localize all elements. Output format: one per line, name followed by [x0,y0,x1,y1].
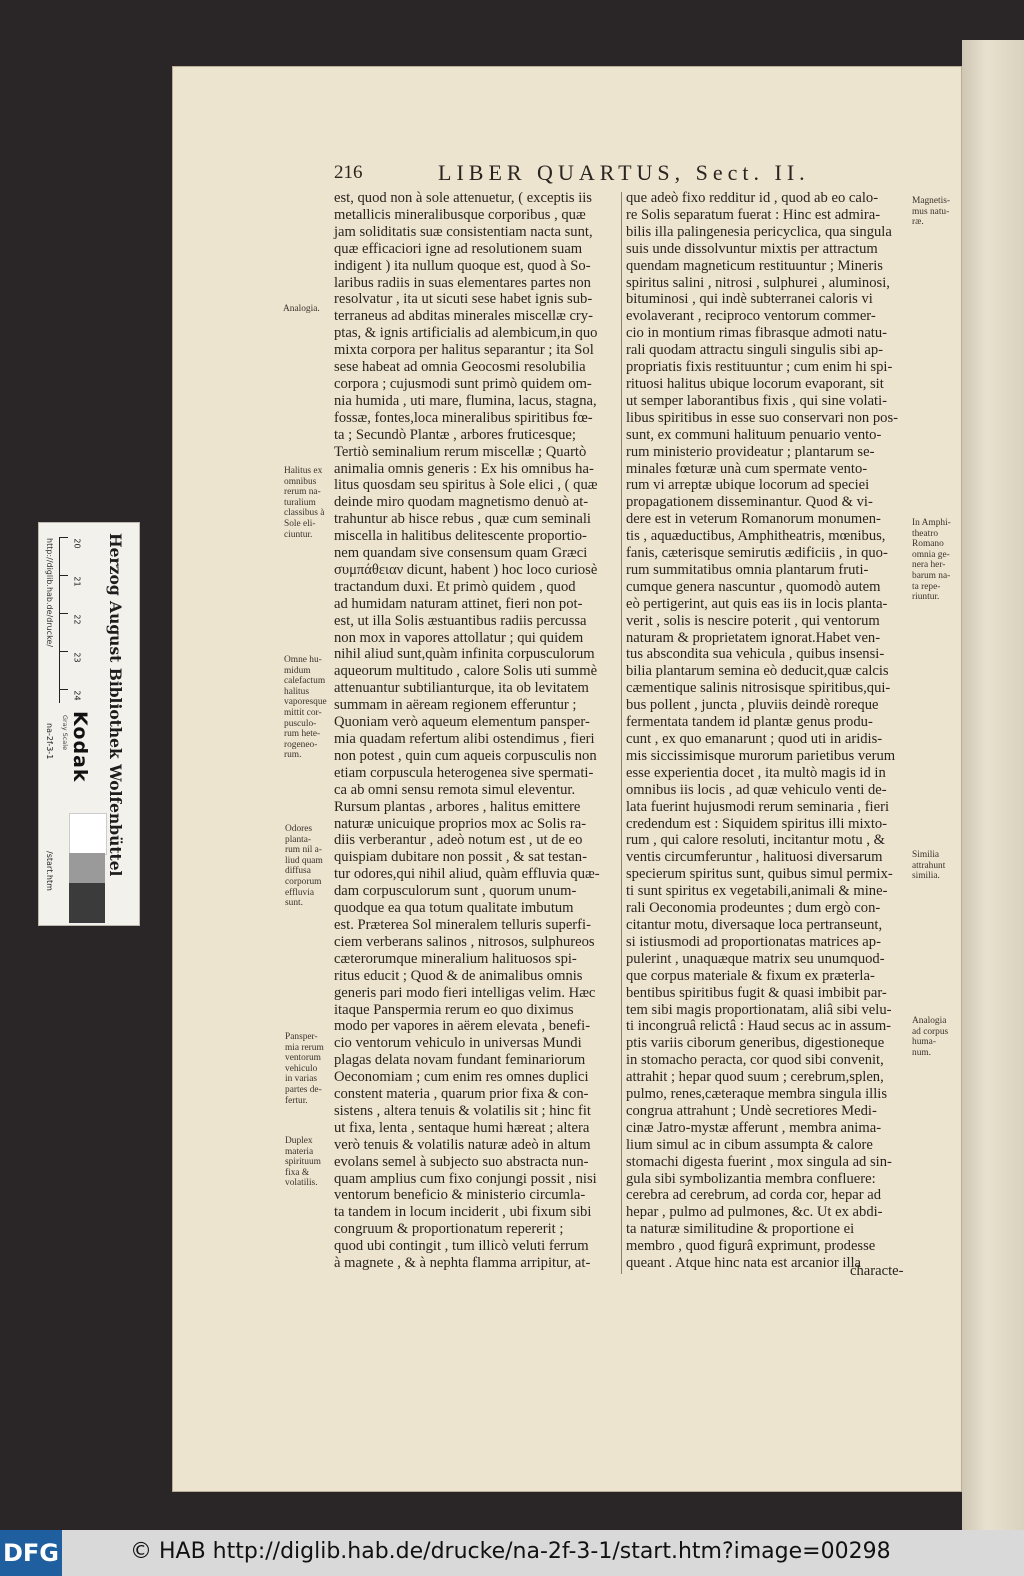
library-title: Herzog August Bibliothek Wolfenbüttel [106,533,125,877]
margin-note: Pansper- mia rerum ventorum vehiculo in varias partes de- fertur. [285,1032,324,1106]
margin-note: Analogia. [283,304,320,314]
margin-note: Similia attrahunt similia. [912,850,946,882]
kodak-brand: Kodak [69,711,91,783]
page-header [334,160,954,190]
ruler-tick [60,651,68,652]
margin-note: Halitus ex omnibus rerum na- turalium classibus à Sole eli- ciuntur. [284,466,325,540]
ruler-tick-label: 21 [72,576,82,587]
grayscale-label: Gray Scale [61,715,69,751]
color-calibration-card [38,522,140,926]
catchword: characte- [850,1263,904,1279]
shelfmark-code: na-2f-3-1 [45,723,54,760]
start-path: /start.htm [45,851,54,891]
margin-note: Duplex materia spirituum fixa & volatilis. [285,1136,321,1189]
dfg-logo: DFG [0,1530,62,1576]
running-head: LIBER QUARTUS, Sect. II. [438,160,810,185]
margin-note: Odores planta- rum nil a- liud quam diffusa corporum effluvia sunt. [285,824,323,909]
ruler-scale [59,537,88,703]
ruler-tick-label: 24 [72,690,82,701]
ruler-tick [60,689,68,690]
ruler-tick [60,613,68,614]
ruler-tick-label: 20 [72,538,82,549]
margin-note: Analogia ad corpus huma- num. [912,1016,949,1058]
column-rule [621,192,622,1274]
card-url: http://diglib.hab.de/drucke/ [45,538,54,648]
ruler-tick-label: 22 [72,614,82,625]
margin-note: Omne hu- midum calefactum halitus vaporesque mittit cor- pusculo- rum hete- rogeneo- rum. [284,655,327,761]
ruler-tick [60,537,68,538]
page-number: 216 [334,162,363,183]
right-text-column: que adeò fixo redditur id , quod ab eo calo- re Solis separatum fuerat : Hinc est admira- bilis illa palingenesia pericyclica, qua singula suis unde dissolvuntur mixtis per attractum quendam magneticum restituuntur ; Mineris spiritus salini , nitrosi , sulphurei , aluminosi, bituminosi , qui indè subterranei caloris vi evolaverant , reciproco ventorum commer- cio in montium rimas fibrasque admoti natu- rali quodam attractu singuli singulis sibi ap- propriatis fixis restituuntur ; cum enim hi spi- rituosi halitus ubique locorum evaporant, sit ut semper laborantibus fixis , qui sine volati- libus spiritibus in esse suo conservari non pos- sunt, ex communi halituum penuario vento- rum ministerio provideatur ; plantarum se- minales fœturæ unà cum spermate vento- rum vi arreptæ ubique locorum ad speciei propagationem disseminantur. Quod & vi- dere est in veterum Romanorum monumen- tis , aquæductibus, Amphitheatris, mœnibus, fanis, cæterisque semirutis ædificiis , in quo- rum summitatibus omnia plantarum fruti- cumque genera nascuntur , quomodò autem eò pertigerint, aut quis eas iis in locis planta- verit , solis is nescire poterit , qui ventorum naturam & proprietatem ignorat.Habet ven- tus abscondita sua vehicula , quibus insensi- bilia plantarum semina eò deducit,quæ calcis cæmentique salinis nitrosisque spiritibus,qui- bus pollent , juncta , pluviis deindè roreque fermentata tandem id plantæ genus produ- cunt , ex quo emanarunt ; quod uti in aridis- mis siccissimisque murorum parietibus verum esse experientia docet , ita multò magis id in omnibus iis locis , ad quæ vehiculo venti de- lata fuerint hujusmodi rerum seminaria , fieri credendum est : Siquidem spiritus illi mixto- rum , qui calore resoluti, incitantur motu , & ventis circumferuntur , halituosi diversarum specierum spiritus sunt, quibus simul permix- ti sunt spiritus ex vegetabili,animali & mine- rali Oeconomia prodeuntes ; dum ergò con- citantur motu, diversaque loca pertranseunt, si istiusmodi ad proportionatas matrices ap- pulerint , unaquæque matrix seu unumquod- que corpus materiale & fixum ex præterla- bentibus spiritibus fugit & quasi imbibit par- tem sibi magis proportionatam, aliâ sibi velu- ti incongruâ relictâ : Haud secus ac in assum- ptis variis ciborum generibus, digestioneque in stomacho peracta, cor quod sibi convenit, attrahit ; hepar quod suum ; cerebrum,splen, pulmo, renes,cæteraque membra singula illis congrua attrahunt ; Undè secretiores Medi- cinæ Jatro-mystæ afferunt , membra anima- lium simul ac in cibum assumpta & calore stomachi digesta fuerint , mox singula ad sin- gula sibi symbolizantia membra confluere: cerebra ad cerebrum, ad corda cor, hepar ad hepar , pulmo ad pulmones, &c. Ut ex abdi- ta naturæ similitudine & proportione ei membro , quod figurâ exprimunt, prodesse queant . Atque hinc nata est arcanior illa [626,190,898,1272]
footer-link[interactable]: © HAB http://diglib.hab.de/drucke/na-2f-3-1/start.htm?image=00298 [130,1539,891,1564]
margin-note: Magnetis- mus natu- ræ. [912,196,951,228]
ruler-tick-label: 23 [72,652,82,663]
left-text-column: est, quod non à sole attenuetur, ( exceptis iis metallicis mineralibusque corporibus , quæ jam soliditatis suæ consistentiam nacta sunt, quæ efficaciori igne ad resolutionem suam indigent ) ita nullum quoque est, quod à So- laribus radiis in suas elementares partes non resolvatur , ita ut sicuti sese habet ignis sub- terraneus ad abditas minerales miscellæ cry- ptas, & ignis artificialis ad alembicum,in quo mixta corpora per halitus separantur ; ita Sol sese habeat ad omnia Geocosmi resolubilia corpora ; cujusmodi sunt primò quidem om- nia humida , uti mare, flumina, lacus, stagna, fossæ, fontes,loca mineralibus spiritibus fœ- ta ; Secundò Plantæ , arbores fruticesque; Tertiò seminalium rerum miscellæ ; Quartò animalia omnis generis : Ex his omnibus ha- litus quosdam seu spiritus à Sole elici , ( quæ deinde miro quodam magnetismo denuò at- trahuntur ab hisce rebus , quæ cum seminali miscella in halitibus delitescente proportio- nem quandam sive consensum quam Græci συμπάθειαν dicunt, habent ) hoc loco curiosè tractandum duxi. Et primò quidem , quod ad humidam naturam attinet, fieri non pot- est, ut illa Solis æstuantibus radiis percussa non mox in vapores attollatur ; qui quidem nihil aliud sunt,quàm infinita corpusculorum aqueorum multitudo , calore Solis uti summè attenuantur subtilianturque, ita ob levitatem summam in aëream regionem efferuntur ; Quoniam verò aqueum elementum pansper- mia quadam refertum alibi ostendimus , fieri non potest , quin cum aqueis corpusculis non etiam corpuscula heterogenea sive spermati- ca ab omni sensu remota simul eleventur. Rursum plantas , arbores , halitus emittere naturæ unicuique proprios mox ac Solis ra- diis verberantur , adeò notum est , ut de eo quispiam dubitare non possit , & sat testan- tur odores,qui nihil aliud, quàm effluvia quæ- dam corpusculorum sunt , quorum unum- quodque ea qua totum qualitate imbutum est. Præterea Sol mineralem telluris superfi- ciem verberans salinos , nitrosos, sulphureos cæterorumque mineralium halituosos spi- ritus educit ; Quod & de animalibus omnis generis pari modo fieri intelligas velim. Hæc itaque Panspermia rerum eo quo diximus modo per vapores in aërem elevata , benefi- cio ventorum vehiculo in universas Mundi plagas delata novam fundant feminariorum Oeconomiam ; cum enim res omnes duplici constent materia , quarum prior fixa & con- sistens , altera tenuis & volatilis sit ; hinc fit ut fixa, lenta , sentaque humi hæreat ; altera verò tenuis & volatilis naturæ adeò in altum evolans semel à subjecto suo abstracta nun- quam amplius cum fixo conjungi possit , nisi ventorum beneficio & ministerio circumla- ta tandem in locum inciderit , ubi fixum sibi congruum & proportionatum repererit ; quod ubi contingit , tum illicò veluti ferrum à magnete , & à nephta flamma arripitur, at- [334,190,600,1272]
margin-note: In Amphi- theatro Romano omnia ge- nera her- barum na- ta repe- riuntur. [912,518,951,603]
next-page-edge [962,40,1024,1530]
ruler-tick [60,575,68,576]
